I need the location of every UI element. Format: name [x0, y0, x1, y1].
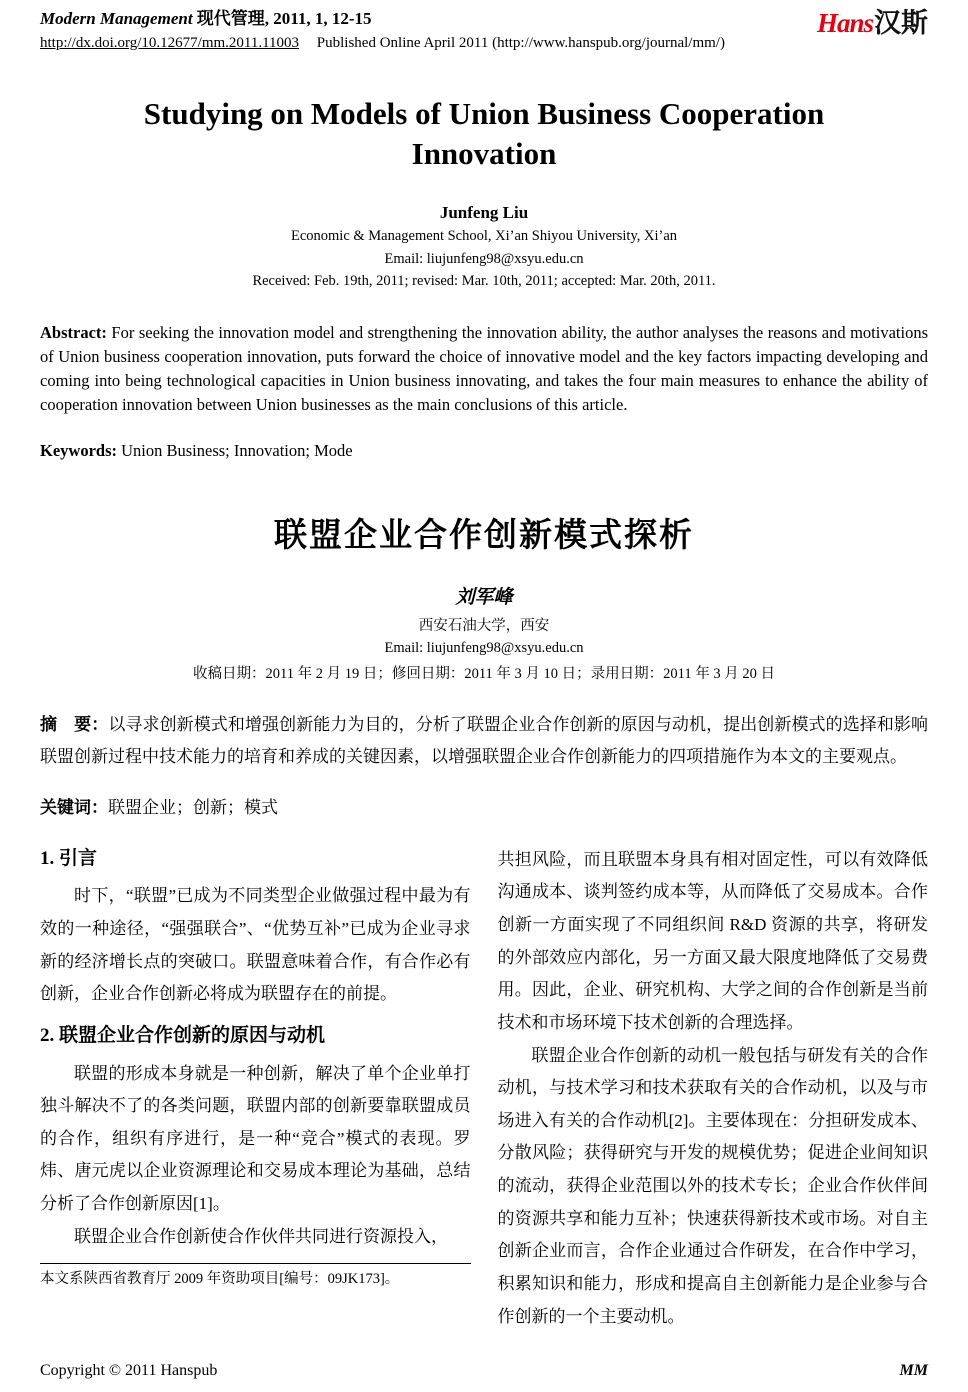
english-abstract — [40, 321, 928, 417]
english-title: Studying on Models of Union Business Cooperation Innovation — [143, 96, 825, 172]
chinese-abstract — [40, 709, 928, 773]
author-email: Email: liujunfeng98@xsyu.edu.cn — [384, 250, 584, 267]
journal-title-line — [40, 8, 725, 30]
chinese-author-block — [40, 582, 928, 683]
english-author-block — [40, 203, 928, 292]
doi-link[interactable]: http://dx.doi.org/10.12677/mm.2011.11003 — [40, 35, 300, 52]
abstract-text: For seeking the innovation model and strengthening the innovation ability, the author analyses the reasons and motivations of Union business cooperation innovation, puts forward the choice of innovative model and the key factors impacting developing and coming into being technological capacities in Union business innovating, and takes the four main measures to enhance the ability of cooperation innovation between Union businesses as the main conclusions of this article. — [40, 323, 928, 414]
chinese-keywords-label: 关键词： — [40, 797, 108, 817]
right-column — [498, 844, 929, 1333]
author-affiliation: Economic & Management School, Xi’an Shiyou University, Xi’an — [290, 227, 678, 244]
right-paragraph-1: 共担风险，而且联盟本身具有相对固定性，可以有效降低沟通成本、谈判签约成本等，从而降低了交易成本。合作创新一方面实现了不同组织间 R&D 资源的共享，将研发的外部效应内部化，另一方面又最大限度地降低了交易费用。因此，企业、研究机构、大学之间的合作创新是当前技术和市场环境下技术创新的合理选择。 — [497, 849, 928, 1032]
hanspub-logo — [817, 10, 928, 37]
journal-abbreviation: MM — [899, 1362, 928, 1379]
section-1-heading: 1. 引言 — [40, 847, 98, 869]
chinese-abstract-text: 以寻求创新模式和增强创新能力为目的，分析了联盟企业合作创新的原因与动机，提出创新模式的选择和影响联盟创新过程中技术能力的培育和养成的关键因素，以增强联盟企业合作创新能力的四项措施作为本文的主要观点。 — [40, 714, 929, 766]
journal-issue-info: 现代管理, 2011, 1, 12-15 — [196, 9, 372, 28]
body-columns — [40, 844, 928, 1333]
chinese-author-name: 刘军峰 — [455, 586, 513, 608]
chinese-abstract-label: 摘 要： — [40, 714, 109, 734]
journal-header-left — [40, 8, 725, 52]
funding-footnote: 本文系陕西省教育厅 2009 年资助项目[编号：09JK173]。 — [40, 1271, 400, 1288]
keywords-text: Union Business; Innovation; Mode — [121, 440, 353, 460]
section-2-paragraph-1: 联盟的形成本身就是一种创新，解决了单个企业单打独斗解决不了的各类问题，联盟内部的创新要靠联盟成员的合作，组织有序进行，是一种“竞合”模式的表现。罗炜、唐元虎以企业资源理论和交易成本理论为基础，总结分析了合作创新原因[1]。 — [40, 1063, 471, 1213]
logo-hans-text: Hans — [816, 8, 873, 38]
logo-cn-text: 汉斯 — [874, 8, 928, 38]
abstract-label: Abstract: — [40, 323, 107, 343]
chinese-dates: 收稿日期：2011 年 2 月 19 日；修回日期：2011 年 3 月 10 日；录用日期：2011 年 3 月 20 日 — [192, 665, 775, 682]
published-online-text: Published Online April 2011 (http://www.hanspub.org/journal/mm/) — [316, 35, 725, 52]
chinese-keywords-text: 联盟企业；创新；模式 — [108, 797, 278, 817]
chinese-affiliation: 西安石油大学，西安 — [418, 617, 550, 634]
copyright-text: Copyright © 2011 Hanspub — [40, 1362, 218, 1379]
section-2-heading: 2. 联盟企业合作创新的原因与动机 — [40, 1024, 326, 1046]
doi-line — [40, 35, 725, 52]
author-name: Junfeng Liu — [439, 202, 529, 222]
chinese-keywords — [40, 793, 928, 818]
chinese-email: Email: liujunfeng98@xsyu.edu.cn — [384, 639, 584, 656]
left-column — [40, 844, 471, 1333]
footnote-divider — [40, 1263, 471, 1264]
chinese-title: 联盟企业合作创新模式探析 — [274, 517, 694, 554]
received-dates: Received: Feb. 19th, 2011; revised: Mar. 10th, 2011; accepted: Mar. 20th, 2011. — [252, 273, 716, 290]
keywords-label: Keywords: — [40, 440, 117, 460]
journal-name: Modern Management — [40, 9, 193, 28]
journal-header — [40, 8, 928, 52]
page-footer — [40, 1362, 928, 1380]
section-1-paragraph: 时下，“联盟”已成为不同类型企业做强过程中最为有效的一种途径，“强强联合”、“优势互补”已成为企业寻求新的经济增长点的突破口。联盟意味着合作，有合作必有创新，企业合作创新必将成为联盟存在的前提。 — [40, 886, 471, 1004]
right-paragraph-2: 联盟企业合作创新的动机一般包括与研发有关的合作动机，与技术学习和技术获取有关的合作动机，以及与市场进入有关的合作动机[2]。主要体现在：分担研发成本、分散风险；获得研究与开发的规模优势；促进企业间知识的流动，获得企业范围以外的技术专长；企业合作伙伴间的资源共享和能力互补；快速获得新技术或市场。对自主创新企业而言，合作企业通过合作研发，在合作中学习，积累知识和能力，形成和提高自主创新能力是企业参与合作创新的一个主要动机。 — [497, 1045, 928, 1326]
english-keywords — [40, 441, 928, 461]
section-2-paragraph-2: 联盟企业合作创新使合作伙伴共同进行资源投入， — [74, 1226, 448, 1246]
